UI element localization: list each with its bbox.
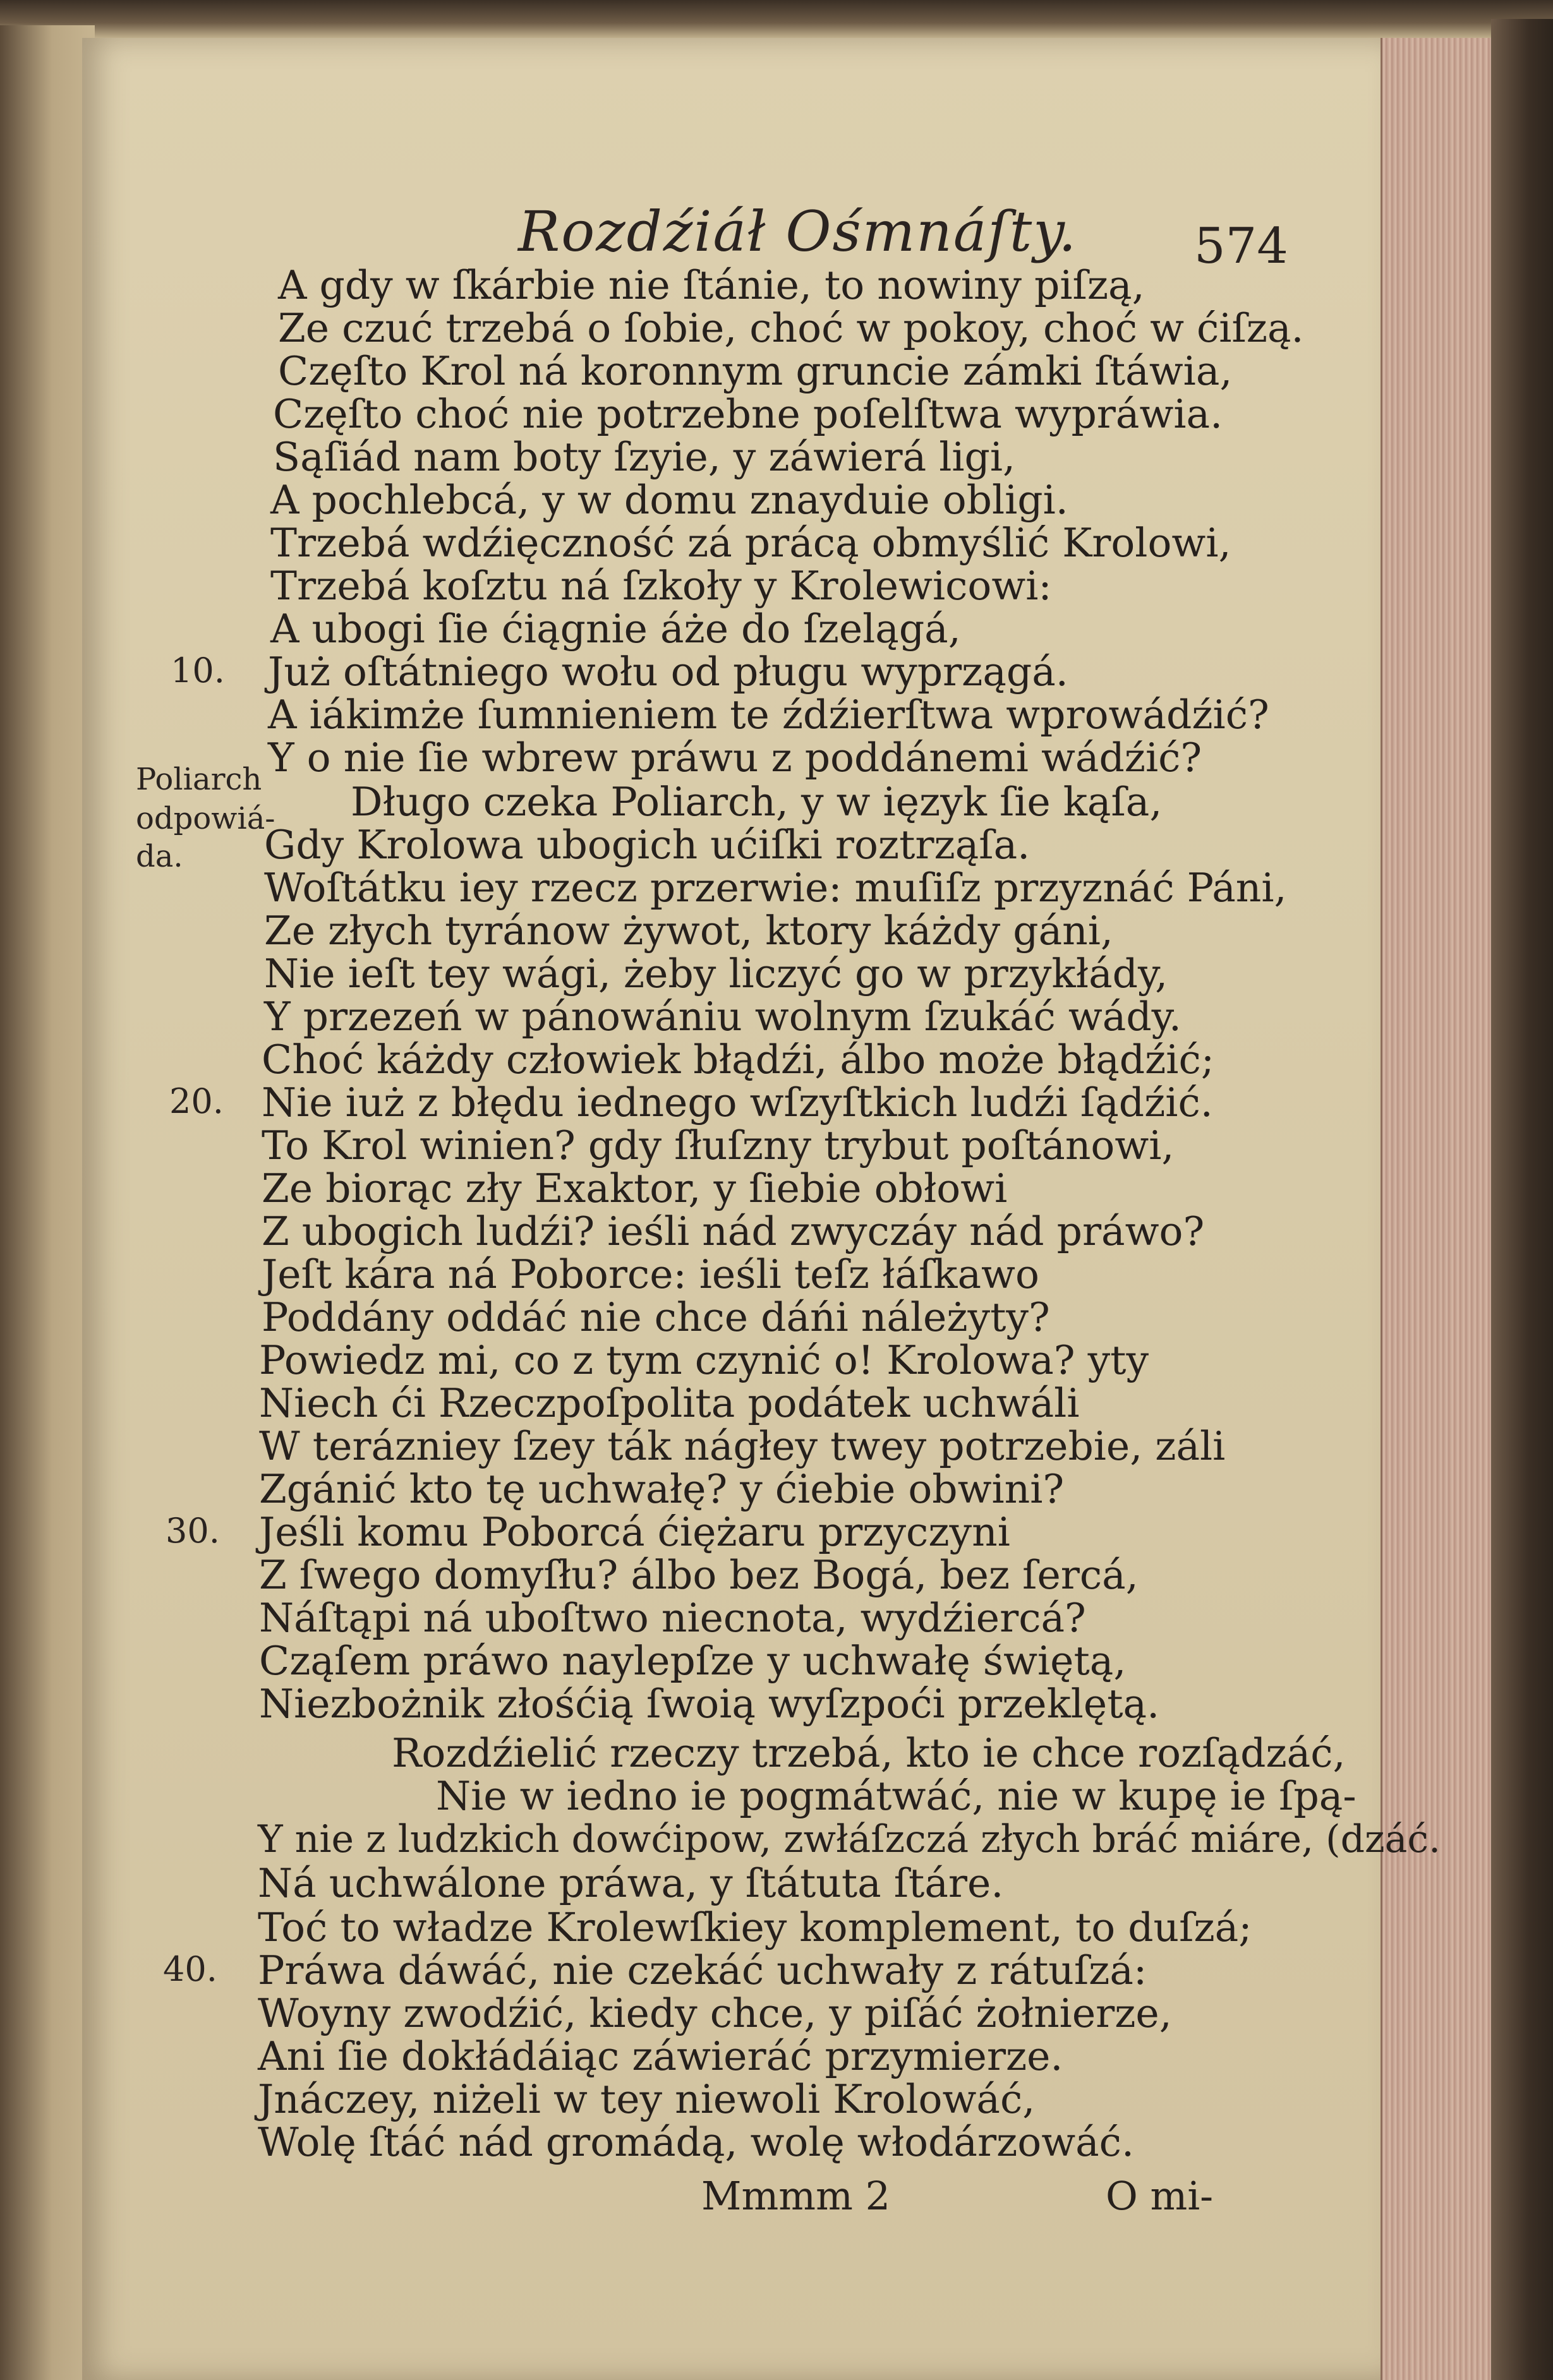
verse-line: Cząſem práwo naylepſze y uchwałę świętą, bbox=[259, 1638, 1127, 1684]
verse-line: Powiedz mi, co z tym czynić o! Krolowa? yty bbox=[259, 1337, 1149, 1383]
verse-line: To Krol winien? gdy ſłuſzny trybut poſtánowi, bbox=[262, 1122, 1175, 1169]
page-stack-edge bbox=[1381, 38, 1496, 2380]
page-number: 574 bbox=[1194, 218, 1288, 275]
book-top-edge bbox=[0, 0, 1553, 38]
verse-line: Nie ieſt tey wági, żeby liczyć go w przykłády, bbox=[264, 951, 1168, 997]
verse-line: A iákimże ſumnieniem te źdźierſtwa wprowádźić? bbox=[268, 692, 1269, 738]
verse-line: Toć to władze Krolewſkiey komplement, to duſzá; bbox=[258, 1904, 1252, 1950]
left-page-edge bbox=[0, 25, 95, 2380]
running-title: Rozdźiáł Ośmnáſty. bbox=[518, 199, 1078, 264]
verse-line: Niezbożnik złośćią ſwoią wyſzpoći przeklętą. bbox=[259, 1681, 1160, 1727]
verse-line: Ze złych tyránow żywot, ktory káżdy gáni, bbox=[264, 908, 1113, 954]
verse-line: Częſto choć nie potrzebne poſelſtwa wypráwia. bbox=[273, 391, 1223, 437]
verse-line: Ani ſie dokłádáiąc záwieráć przymierze. bbox=[258, 2033, 1063, 2079]
verse-line: Poddány oddáć nie chce dáńi náleżyty? bbox=[262, 1294, 1050, 1340]
verse-line: Już oſtátniego wołu od pługu wyprzągá. bbox=[268, 649, 1068, 695]
verse-line: Ze biorąc zły Exaktor, y ſiebie obłowi bbox=[262, 1165, 1008, 1211]
verse-line: Gdy Krolowa ubogich ućiſki roztrząſa. bbox=[264, 822, 1030, 868]
verse-line: Práwa dáwáć, nie czekáć uchwały z rátuſzá: bbox=[258, 1947, 1147, 1993]
verse-line: Sąſiád nam boty ſzyie, y záwierá ligi, bbox=[273, 434, 1016, 480]
verse-line: Rozdźielić rzeczy trzebá, kto ie chce rozſądzáć, bbox=[392, 1730, 1346, 1776]
verse-line: Trzebá wdźięczność zá prácą obmyślić Krolowi, bbox=[270, 520, 1231, 566]
verse-line: A gdy w ſkárbie nie ſtánie, to nowiny piſzą, bbox=[278, 262, 1145, 308]
catchword: O mi- bbox=[1106, 2173, 1214, 2219]
line-number: 30. bbox=[166, 1511, 220, 1551]
verse-line: A ubogi ſie ćiągnie áże do ſzelągá, bbox=[270, 606, 961, 652]
marginal-note-line: Poliarch bbox=[136, 762, 262, 797]
verse-line: Woſtátku iey rzecz przerwie: muſiſz przyznáć Páni, bbox=[264, 865, 1287, 911]
line-number: 40. bbox=[163, 1949, 217, 1989]
verse-line: Jnáczey, niżeli w tey niewoli Krolowáć, bbox=[258, 2076, 1036, 2122]
verse-line: Y o nie ſie wbrew práwu z poddánemi wádźić? bbox=[268, 735, 1202, 781]
signature-mark: Mmmm 2 bbox=[701, 2173, 891, 2219]
verse-line: Woyny zwodźić, kiedy chce, y piſáć żołnierze, bbox=[258, 1990, 1172, 2036]
verse-line: W terázniey ſzey ták nágłey twey potrzebie, záli bbox=[259, 1423, 1226, 1469]
verse-line: Z ſwego domyſłu? álbo bez Bogá, bez ſercá, bbox=[259, 1552, 1139, 1598]
verse-line: Náſtąpi ná uboſtwo niecnota, wydźiercá? bbox=[259, 1595, 1086, 1641]
marginal-note-line: da. bbox=[136, 839, 183, 874]
verse-line: Zgánić kto tę uchwałę? y ćiebie obwini? bbox=[259, 1466, 1065, 1512]
verse-line: Niech ći Rzeczpoſpolita podátek uchwáli bbox=[259, 1380, 1080, 1426]
verse-line: Nie iuż z błędu iednego wſzyſtkich ludźi ſądźić. bbox=[262, 1079, 1213, 1126]
verse-line: A pochlebcá, y w domu znayduie obligi. bbox=[270, 477, 1068, 523]
verse-line: Nie w iedno ie pogmátwáć, nie w kupę ie ſpą- bbox=[436, 1773, 1357, 1819]
line-number: 10. bbox=[171, 651, 225, 690]
verse-line: Y przezeń w pánowániu wolnym ſzukáć wády. bbox=[264, 994, 1181, 1040]
verse-line: Ze czuć trzebá o ſobie, choć w pokoy, choć w ćiſzą. bbox=[278, 305, 1304, 351]
verse-line: Choć káżdy człowiek błądźi, álbo może błądźić; bbox=[262, 1037, 1214, 1083]
marginal-note-line: odpowiá- bbox=[136, 801, 275, 836]
verse-line: Długo czeka Poliarch, y w ięzyk ſie kąſa, bbox=[351, 779, 1163, 825]
book-cover-edge bbox=[1491, 19, 1553, 2380]
line-number: 20. bbox=[169, 1081, 224, 1121]
verse-line: Ná uchwálone práwa, y ſtátuta ſtáre. bbox=[258, 1860, 1004, 1906]
verse-line: Wolę ſtáć nád gromádą, wolę włodárzowáć. bbox=[258, 2119, 1134, 2165]
verse-line: Częſto Krol ná koronnym gruncie zámki ſtáwia, bbox=[278, 348, 1233, 394]
verse-line: Jeſt kára ná Poborce: ieśli teſz łáſkawo bbox=[262, 1251, 1039, 1297]
verse-line: Z ubogich ludźi? ieśli nád zwyczáy nád práwo? bbox=[262, 1208, 1205, 1254]
verse-line: Trzebá koſztu ná ſzkoły y Krolewicowi: bbox=[270, 563, 1052, 609]
verse-line: Y nie z ludzkich dowćipow, zwłáſzczá złych bráć miáre, (dzáć. bbox=[258, 1817, 1441, 1861]
verse-line: Jeśli komu Poborcá ćiężaru przyczyni bbox=[259, 1509, 1010, 1555]
